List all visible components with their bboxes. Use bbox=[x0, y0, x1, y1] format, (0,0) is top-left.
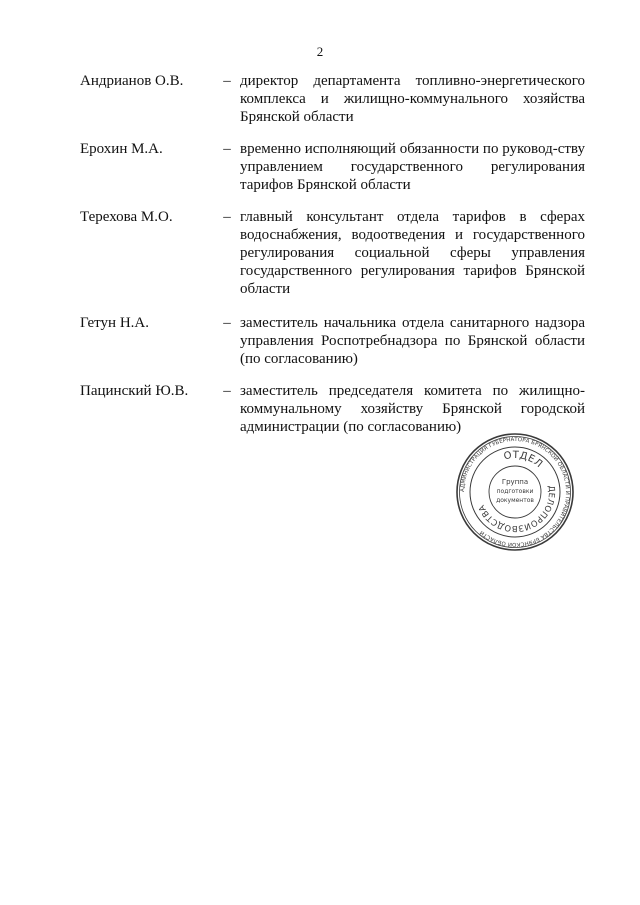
member-dash: – bbox=[223, 383, 231, 399]
page-number: 2 bbox=[316, 44, 324, 59]
member-dash: – bbox=[223, 315, 231, 331]
member-position: временно исполняющий обязанности по руковод-ству управлением государственного регулирования тарифов Брянской области bbox=[240, 141, 585, 193]
member-dash: – bbox=[223, 141, 231, 157]
member-name: Ерохин М.А. bbox=[80, 141, 163, 157]
member-name: Гетун Н.А. bbox=[80, 315, 149, 331]
member-dash: – bbox=[223, 209, 231, 225]
member-position: главный консультант отдела тарифов в сферах водоснабжения, водоотведения и государственного регулирования социальной сферы управления государственного регулирования тарифов Брянской области bbox=[240, 209, 585, 297]
member-name: Терехова М.О. bbox=[80, 209, 173, 225]
stamp-center-line1: Группа bbox=[501, 478, 529, 486]
stamp-center-line3: документов bbox=[496, 497, 534, 504]
stamp-dept-line2: ДЕЛОПРОИЗВОДСТВА bbox=[475, 484, 558, 535]
official-stamp bbox=[455, 432, 575, 552]
stamp-center-line2: подготовки bbox=[496, 488, 534, 495]
stamp-outer-ring-text: АДМИНИСТРАЦИЯ ГУБЕРНАТОРА БРЯНСКОЙ ОБЛАСТИ И ПРАВИТЕЛЬСТВА БРЯНСКОЙ ОБЛАСТИ bbox=[459, 436, 571, 548]
member-name: Пацинский Ю.В. bbox=[80, 383, 189, 399]
member-dash: – bbox=[223, 73, 231, 89]
member-name: Андрианов О.В. bbox=[80, 73, 184, 89]
stamp-dept-line1: ОТДЕЛ bbox=[502, 449, 545, 471]
member-position: заместитель председателя комитета по жилищно-коммунальному хозяйству Брянской городской администрации (по согласованию) bbox=[240, 383, 585, 435]
stamp-seal-icon bbox=[455, 432, 575, 552]
member-position: заместитель начальника отдела санитарного надзора управления Роспотребнадзора по Брянской области (по согласованию) bbox=[240, 315, 585, 367]
member-position: директор департамента топливно-энергетического комплекса и жилищно-коммунального хозяйства Брянской области bbox=[240, 73, 585, 125]
